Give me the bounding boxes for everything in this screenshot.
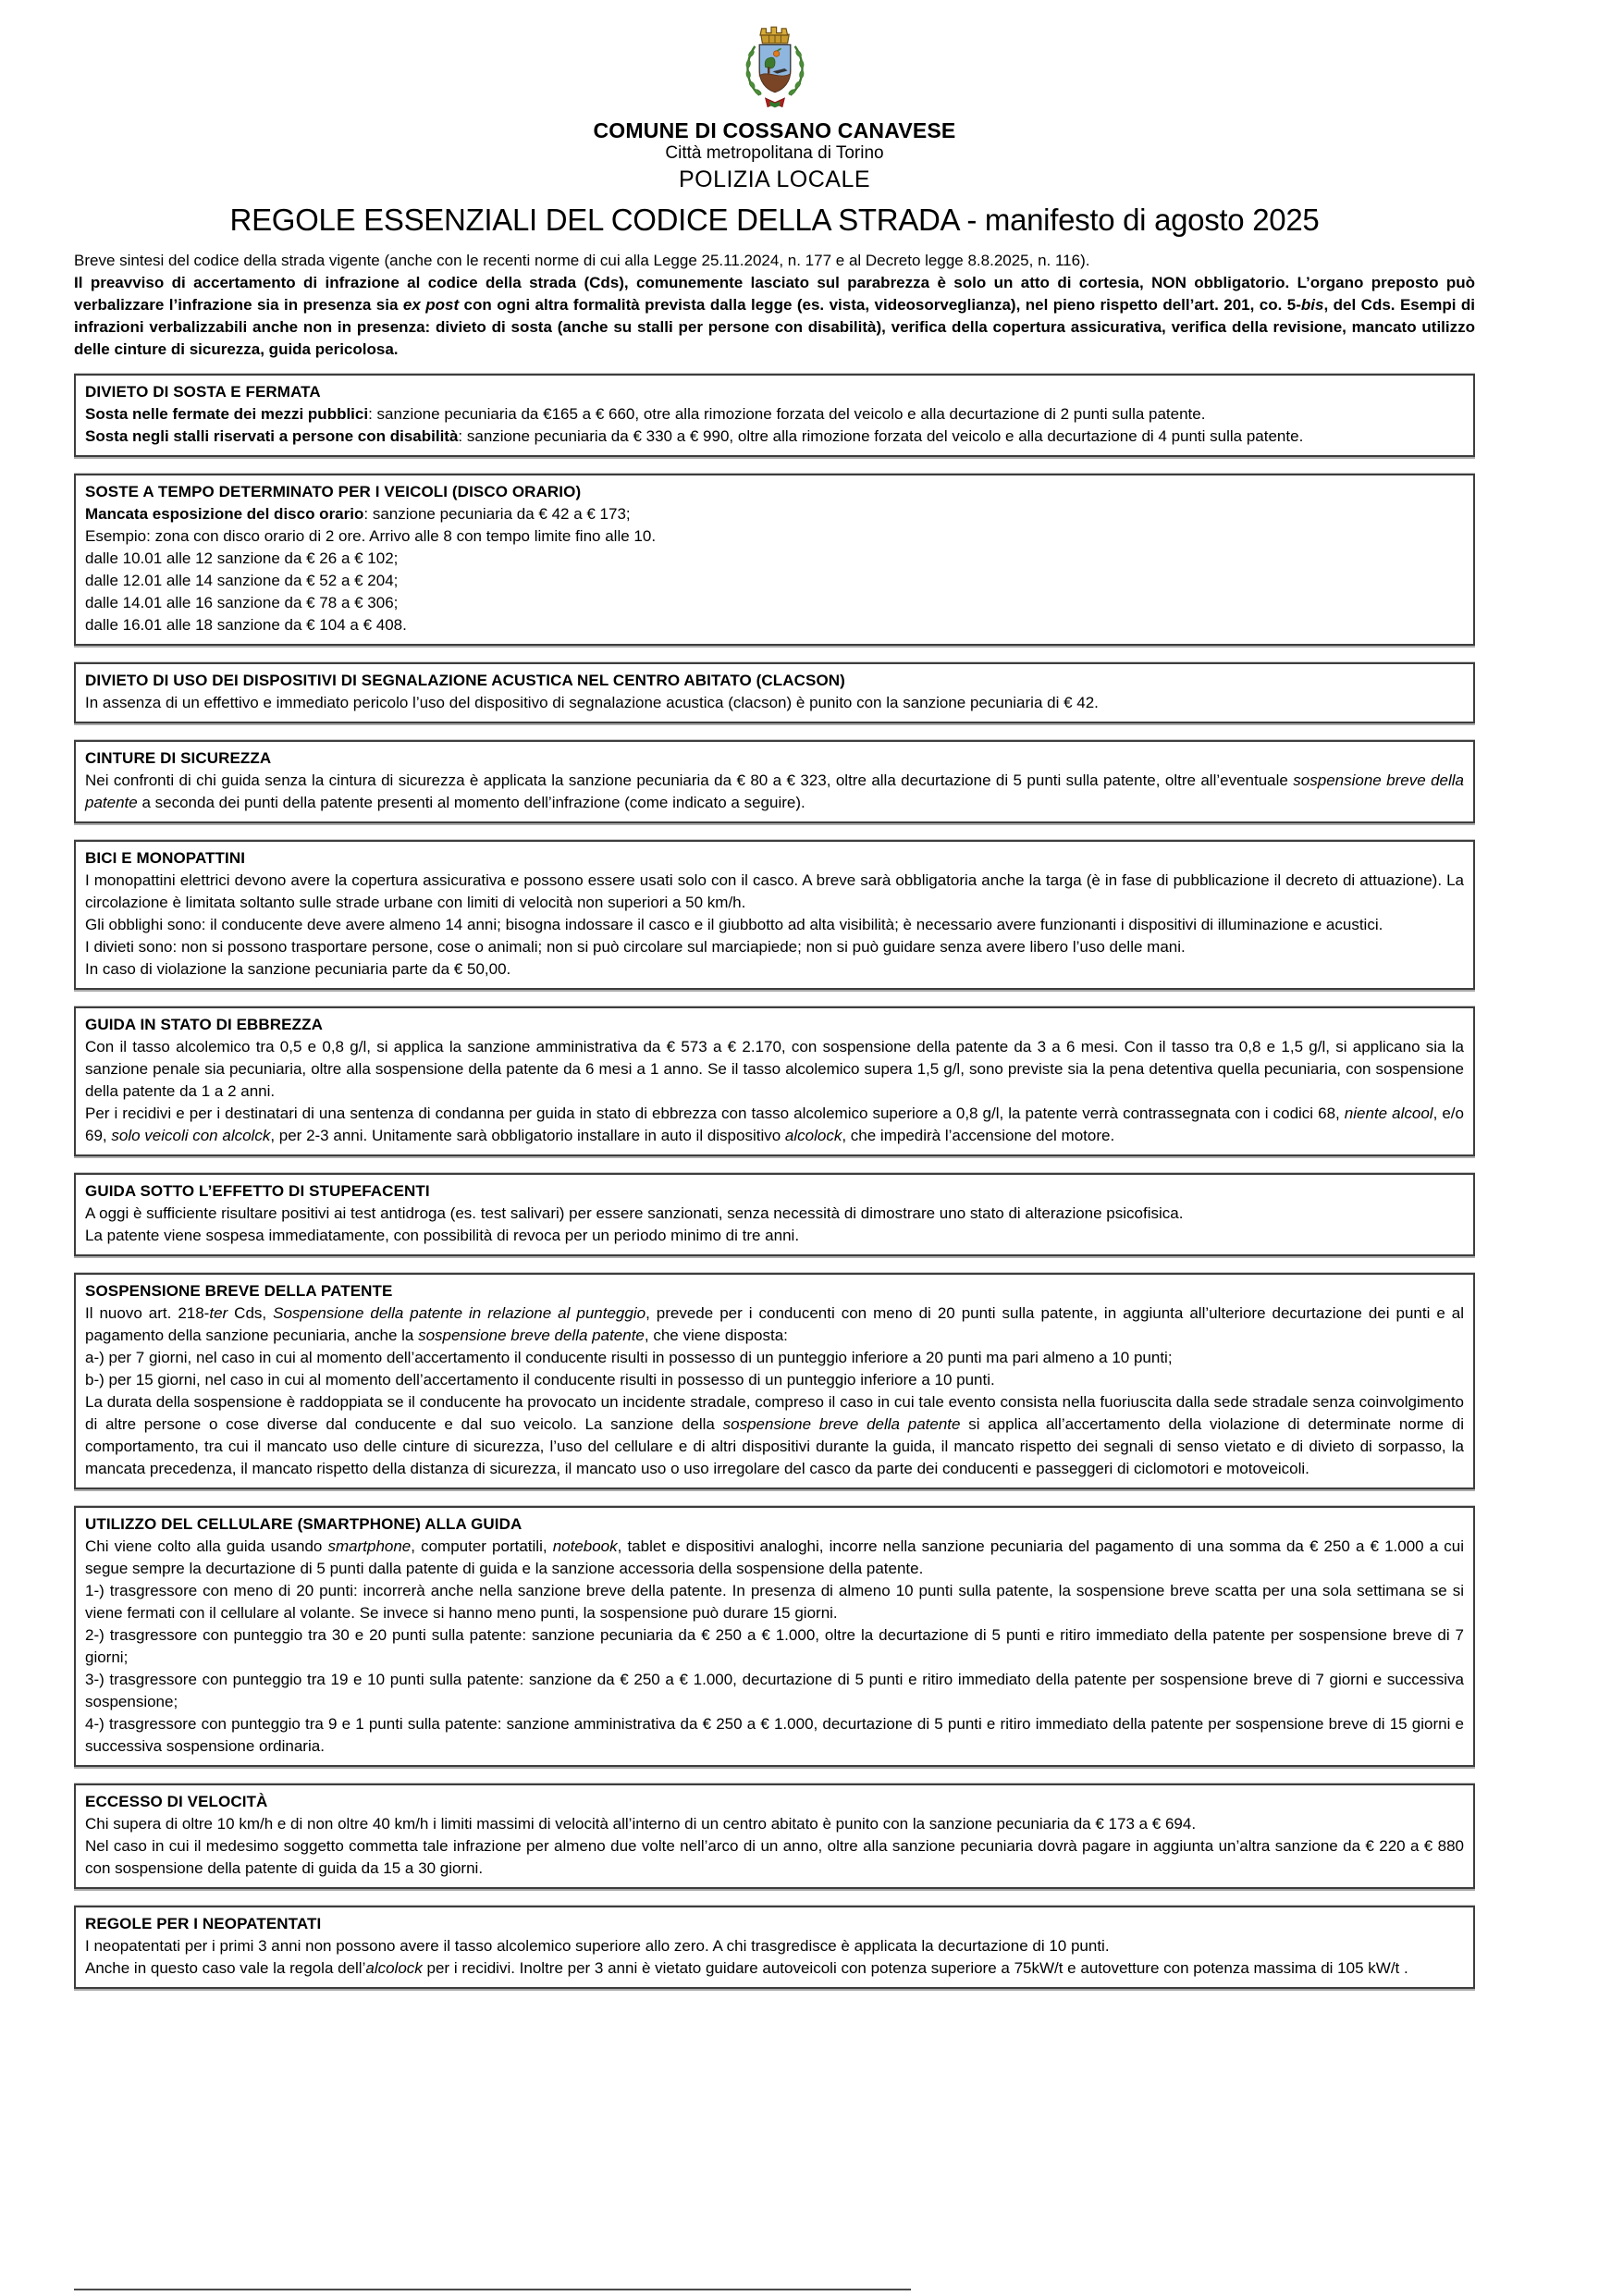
section-paragraph: Nel caso in cui il medesimo soggetto commetta tale infrazione per almeno due volte nell’arco di un anno, oltre alla sanzione pecuniaria dovrà pagare in aggiunta un’altra sanzione da € 220 a € 880 con sospensione della patente di guida da 15 a 30 giorni. bbox=[85, 1836, 1464, 1877]
municipality-name: COMUNE DI COSSANO CANAVESE bbox=[593, 118, 956, 142]
crest-ribbon bbox=[765, 98, 784, 107]
next-section-cut-border bbox=[74, 2289, 911, 2290]
section-paragraph: La patente viene sospesa immediatamente, con possibilità di revoca per un periodo minimo di tre anni. bbox=[85, 1226, 800, 1244]
rule-section bbox=[74, 1273, 1475, 1489]
section-paragraph: I monopattini elettrici devono avere la copertura assicurativa e possono essere usati solo con il casco. A breve sarà obbligatoria anche la targa (è in fase di pubblicazione il decreto di attuazione). La circolazione è limitata soltanto sulle strade urbane con limiti di velocità non superiori a 50 km/h. bbox=[85, 870, 1464, 911]
rule-section bbox=[74, 1006, 1475, 1156]
section-paragraph: 2-) trasgressore con punteggio tra 30 e 20 punti sulla patente: sanzione pecuniaria da € 250 a € 1.000, oltre la decurtazione di 5 punti e ritiro immediato della patente per sospensione breve di 7 giorni; bbox=[85, 1625, 1464, 1666]
municipal-coat-of-arms-icon bbox=[727, 24, 823, 113]
rule-section bbox=[74, 1506, 1475, 1767]
rule-section bbox=[74, 1173, 1475, 1256]
rule-section bbox=[74, 740, 1475, 823]
section-paragraph: Nei confronti di chi guida senza la cintura di sicurezza è applicata la sanzione pecuniaria da € 80 a € 323, oltre alla decurtazione di 5 punti sulla patente, oltre all’eventuale sospensione breve della patente a seconda dei punti della patente presenti al momento dell’infrazione (come indicato a seguire). bbox=[85, 771, 1464, 811]
section-title: UTILIZZO DEL CELLULARE (SMARTPHONE) ALLA GUIDA bbox=[85, 1514, 523, 1533]
rule-section bbox=[74, 662, 1475, 723]
rule-section bbox=[74, 840, 1475, 990]
section-paragraph: In caso di violazione la sanzione pecuniaria parte da € 50,00. bbox=[85, 959, 511, 978]
section-paragraph: Chi viene colto alla guida usando smartphone, computer portatili, notebook, tablet e dispositivi analoghi, incorre nella sanzione pecuniaria del pagamento di una somma da € 250 a € 1.000 a cui segue sempre la decurtazione di 5 punti dalla patente di guida e la sanzione accessoria della sospensione della patente. bbox=[85, 1537, 1465, 1577]
section-paragraph: 1-) trasgressore con meno di 20 punti: incorrerà anche nella sanzione breve della patente. In presenza di almeno 10 punti sulla patente, la sospensione breve scatta per una sola settimana se si viene fermati con il cellulare al volante. Se invece si hanno meno punti, la sospensione può durare 15 giorni. bbox=[85, 1581, 1464, 1622]
section-title: GUIDA SOTTO L’EFFETTO DI STUPEFACENTI bbox=[85, 1181, 430, 1200]
section-title: DIVIETO DI USO DEI DISPOSITIVI DI SEGNALAZIONE ACUSTICA NEL CENTRO ABITATO (CLACSON) bbox=[85, 671, 845, 689]
section-title: REGOLE PER I NEOPATENTATI bbox=[85, 1914, 322, 1932]
section-paragraph: b-) per 15 giorni, nel caso in cui al momento dell’accertamento il conducente risulti in possesso di un punteggio inferiore a 10 punti. bbox=[85, 1370, 995, 1389]
section-paragraph: Sosta negli stalli riservati a persone con disabilità: sanzione pecuniaria da € 330 a € 990, oltre alla rimozione forzata del veicolo e alla decurtazione di 4 punti sulla patente. bbox=[85, 426, 1304, 445]
section-title: ECCESSO DI VELOCITÀ bbox=[85, 1792, 268, 1810]
section-title: BICI E MONOPATTINI bbox=[85, 848, 246, 867]
section-paragraph: 3-) trasgressore con punteggio tra 19 e 10 punti sulla patente: sanzione da € 250 a € 1.000, decurtazione di 5 punti e ritiro immediato della patente per sospensione breve di 7 giorni e successiva sospensione; bbox=[85, 1670, 1464, 1710]
document-header bbox=[74, 24, 1475, 239]
section-paragraph: a-) per 7 giorni, nel caso in cui al momento dell’accertamento il conducente risulti in possesso di un punteggio inferiore a 20 punti ma pari almeno a 10 punti; bbox=[85, 1348, 1173, 1366]
crest-crown bbox=[760, 27, 789, 43]
intro-paragraph: Il preavviso di accertamento di infrazione al codice della strada (Cds), comunemente lasciato sul parabrezza è solo un atto di cortesia, NON obbligatorio. L’organo preposto può verbalizzare l’infrazione sia in presenza sia ex post con ogni altra formalità prevista dalla legge (es. vista, videosorveglianza), nel pieno rispetto dell’art. 201, co. 5-bis, del Cds. Esempi di infrazioni verbalizzabili anche non in presenza: divieto di sosta (anche su stalli per persone con disabilità), verifica della copertura assicurativa, verifica della revisione, mancato utilizzo delle cinture di sicurezza, guida pericolosa. bbox=[74, 273, 1475, 358]
section-paragraph: A oggi è sufficiente risultare positivi ai test antidroga (es. test salivari) per essere sanzionati, senza necessità di dimostrare uno stato di alterazione psicofisica. bbox=[85, 1204, 1184, 1222]
intro-paragraph: Breve sintesi del codice della strada vigente (anche con le recenti norme di cui alla Legge 25.11.2024, n. 177 e al Decreto legge 8.8.2025, n. 116). bbox=[74, 251, 1090, 269]
section-paragraph: Anche in questo caso vale la regola dell’alcolock per i recidivi. Inoltre per 3 anni è vietato guidare autoveicoli con potenza superiore a 75kW/t e autovetture con potenza massima di 105 kW/t . bbox=[85, 1958, 1408, 1977]
section-paragraph: I neopatentati per i primi 3 anni non possono avere il tasso alcolemico superiore allo zero. A chi trasgredisce è applicata la decurtazione di 10 punti. bbox=[85, 1936, 1110, 1955]
section-title: DIVIETO DI SOSTA E FERMATA bbox=[85, 382, 321, 401]
section-title: SOSTE A TEMPO DETERMINATO PER I VEICOLI (DISCO ORARIO) bbox=[85, 482, 582, 500]
rule-section bbox=[74, 474, 1475, 646]
section-paragraph: 4-) trasgressore con punteggio tra 9 e 1 punti sulla patente: sanzione amministrativa da € 250 a € 1.000, decurtazione di 5 punti e ritiro immediato della patente per sospensione breve di 15 giorni e successiva sospensione ordinaria. bbox=[85, 1714, 1464, 1755]
section-paragraph: Chi supera di oltre 10 km/h e di non oltre 40 km/h i limiti massimi di velocità all’interno di un centro abitato è punito con la sanzione pecuniaria da € 173 a € 694. bbox=[85, 1814, 1197, 1833]
rule-section bbox=[74, 1906, 1475, 1989]
section-paragraph: dalle 12.01 alle 14 sanzione da € 52 a € 204; bbox=[85, 571, 399, 589]
municipality-subtitle: Città metropolitana di Torino bbox=[665, 143, 884, 164]
section-paragraph: Per i recidivi e per i destinatari di una sentenza di condanna per guida in stato di ebbrezza con tasso alcolemico superiore a 0,8 g/l, la patente verrà contrassegnata con i codici 68, niente alcool, e/o 69, solo veicoli con alcolck, per 2-3 anni. Unitamente sarà obbligatorio installare in auto il dispositivo alcolock, che impedirà l’accensione del motore. bbox=[85, 1104, 1464, 1144]
section-paragraph: Sosta nelle fermate dei mezzi pubblici: sanzione pecuniaria da €165 a € 660, otre alla rimozione forzata del veicolo e alla decurtazione di 2 punti sulla patente. bbox=[85, 404, 1206, 423]
section-paragraph: I divieti sono: non si possono trasportare persone, cose o animali; non si può circolare sul marciapiede; non si può guidare senza avere libero l’uso delle mani. bbox=[85, 937, 1186, 956]
section-paragraph: Esempio: zona con disco orario di 2 ore. Arrivo alle 8 con tempo limite fino alle 10. bbox=[85, 526, 657, 545]
section-title: GUIDA IN STATO DI EBBREZZA bbox=[85, 1015, 323, 1033]
section-paragraph: Gli obblighi sono: il conducente deve avere almeno 14 anni; bisogna indossare il casco e il giubbotto ad alta visibilità; è necessario avere funzionanti i dispositivi di illuminazione e acustici. bbox=[85, 915, 1383, 933]
section-paragraph: dalle 16.01 alle 18 sanzione da € 104 a € 408. bbox=[85, 615, 407, 634]
section-paragraph: La durata della sospensione è raddoppiata se il conducente ha provocato un incidente stradale, compreso il caso in cui tale evento consista nella fuoriuscita dalla sede stradale senza coinvolgimento di altre persone o cose diverse dal conducente e dal suo veicolo. La sanzione della sospensione breve della patente si applica all’accertamento della violazione di determinate norme di comportamento, tra cui il mancato uso delle cinture di sicurezza, l’uso del cellulare e di altri dispositivi durante la guida, il mancato rispetto dei segnali di senso vietato e di divieto di sorpasso, la mancata precedenza, il mancato rispetto della distanza di sicurezza, il mancato uso o uso irregolare del casco da parte dei conducenti e passeggeri di ciclomotori e motoveicoli. bbox=[85, 1392, 1464, 1477]
rule-section bbox=[74, 374, 1475, 457]
section-paragraph: Mancata esposizione del disco orario: sanzione pecuniaria da € 42 a € 173; bbox=[85, 504, 631, 523]
intro-paragraphs bbox=[74, 250, 1475, 361]
section-title: SOSPENSIONE BREVE DELLA PATENTE bbox=[85, 1281, 393, 1300]
section-paragraph: dalle 10.01 alle 12 sanzione da € 26 a € 102; bbox=[85, 549, 399, 567]
section-paragraph: Il nuovo art. 218-ter Cds, Sospensione della patente in relazione al punteggio, prevede per i conducenti con meno di 20 punti sulla patente, in aggiunta all’ulteriore decurtazione dei punti e al pagamento della sanzione pecuniaria, anche la sospensione breve della patente, che viene disposta: bbox=[85, 1303, 1465, 1344]
section-paragraph: dalle 14.01 alle 16 sanzione da € 78 a € 306; bbox=[85, 593, 399, 611]
crest-shield bbox=[759, 44, 791, 92]
section-paragraph: In assenza di un effettivo e immediato pericolo l’uso del dispositivo di segnalazione acustica (clacson) è punito con la sanzione pecuniaria di € 42. bbox=[85, 693, 1099, 711]
section-paragraph: Con il tasso alcolemico tra 0,5 e 0,8 g/l, si applica la sanzione amministrativa da € 573 a € 2.170, con sospensione della patente da 3 a 6 mesi. Con il tasso tra 0,8 e 1,5 g/l, si applicano sia la sanzione penale sia pecuniaria, oltre alla sospensione della patente da 6 mesi a 1 anno. Se il tasso alcolemico supera 1,5 g/l, sono previste sia la pena detentiva quella pecuniaria, con sospensione della patente da 1 a 2 anni. bbox=[85, 1037, 1464, 1100]
rule-sections-container bbox=[74, 374, 1475, 1989]
rule-section bbox=[74, 1784, 1475, 1889]
section-title: CINTURE DI SICUREZZA bbox=[85, 748, 272, 767]
department-name: POLIZIA LOCALE bbox=[678, 167, 871, 193]
document-title: REGOLE ESSENZIALI DEL CODICE DELLA STRADA - manifesto di agosto 2025 bbox=[229, 202, 1320, 237]
